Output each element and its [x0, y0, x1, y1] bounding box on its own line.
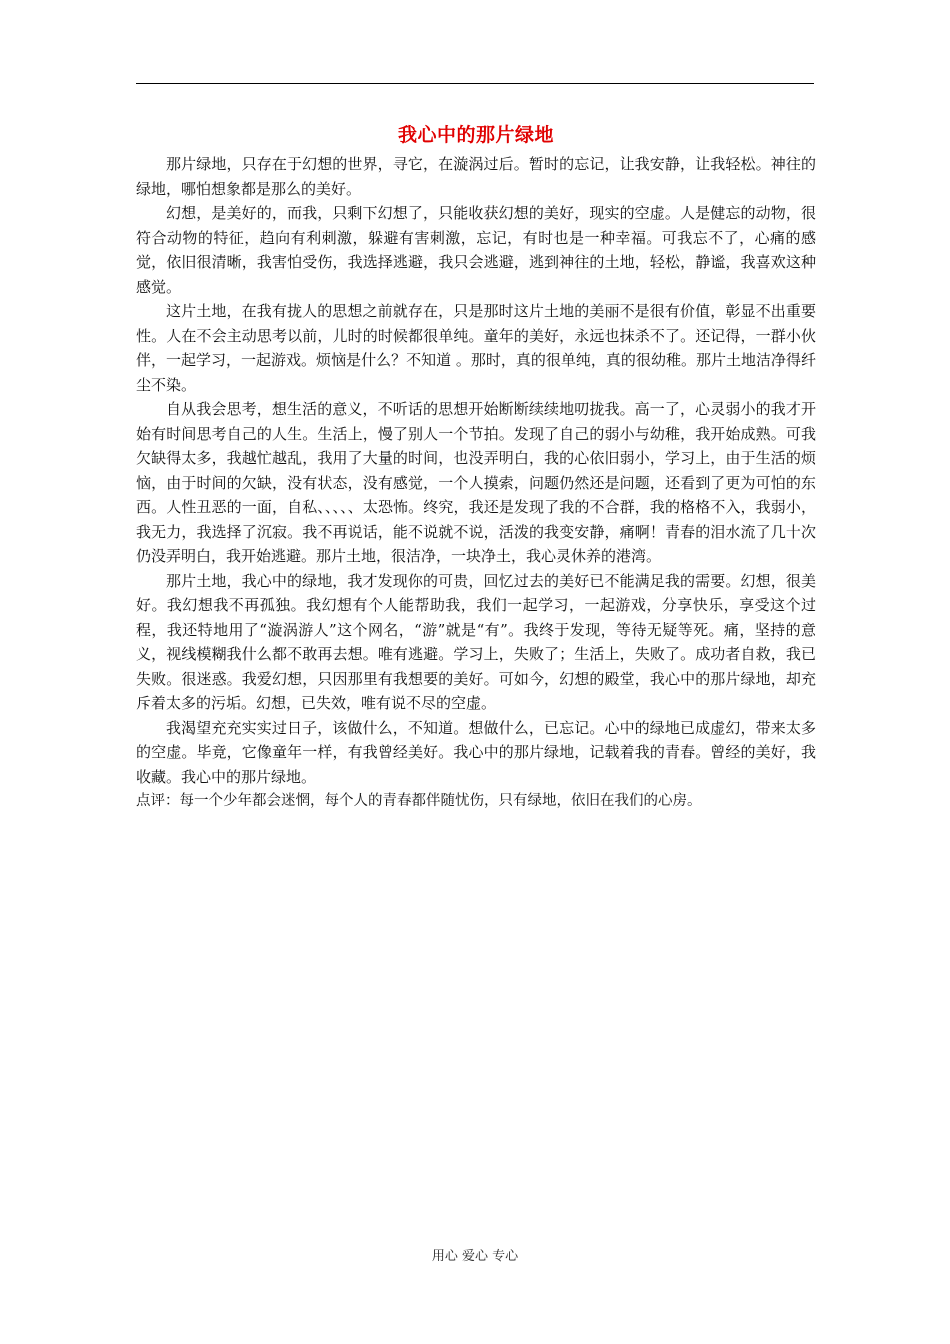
page-footer: 用心 爱心 专心: [431, 1249, 519, 1264]
paragraph-4: 自从我会思考，想生活的意义，不听话的思想开始断断续续地叨拢我。高一了，心灵弱小的我才开始有时间思考自己的人生。生活上，慢了别人一个节拍。发现了自己的弱小与幼稚，我开始成熟。可我欠缺得太多，我越忙越乱，我用了大量的时间，也没弄明白，我的心依旧弱小，学习上，由于生活的烦恼，由于时间的欠缺，没有状态，没有感觉，一个人摸索，问题仍然还是问题，还看到了更为可怕的东西。人性丑恶的一面，自私、、、、、太恐怖。终究，我还是发现了我的不合群，我的格格不入，我弱小，我无力，我选择了沉寂。我不再说话，能不说就不说，活泼的我变安静，痛啊！青春的泪水流了几十次仍没弄明白，我开始逃避。那片土地，很洁净，一块净土，我心灵休养的港湾。: [136, 400, 816, 565]
document-title: 我心中的那片绿地: [397, 124, 554, 146]
document-body: [136, 120, 816, 813]
paragraph-1: 那片绿地，只存在于幻想的世界，寻它，在漩涡过后。暂时的忘记，让我安静，让我轻松。神往的绿地，哪怕想象都是那么的美好。: [136, 155, 816, 198]
header-rule: [136, 83, 814, 84]
paragraph-6: 我渴望充充实实过日子，该做什么，不知道。想做什么，已忘记。心中的绿地已成虚幻，带来太多的空虚。毕竟，它像童年一样，有我曾经美好。我心中的那片绿地，记载着我的青春。曾经的美好，我收藏。我心中的那片绿地。: [136, 718, 816, 786]
paragraph-5: 那片土地，我心中的绿地，我才发现你的可贵，回忆过去的美好已不能满足我的需要。幻想，很美好。我幻想我不再孤独。我幻想有个人能帮助我，我们一起学习，一起游戏，分享快乐，享受这个过程，我还特地用了“漩涡游人”这个网名，“游”就是“有”。我终于发现，等待无疑等死。痛，坚持的意义，视线模糊我什么都不敢再去想。唯有逃避。学习上，失败了；生活上，失败了。成功者自救，我已失败。很迷惑。我爱幻想，只因那里有我想要的美好。可如今，幻想的殿堂，我心中的那片绿地，却充斥着太多的污垢。幻想，已失效，唯有说不尽的空虚。: [136, 571, 816, 712]
teacher-comment: 点评：每一个少年都会迷惘，每个人的青春都伴随忧伤，只有绿地，依旧在我们的心房。: [136, 793, 702, 809]
paragraph-3: 这片土地，在我有拢人的思想之前就存在，只是那时这片土地的美丽不是很有价值，彰显不出重要性。人在不会主动思考以前，儿时的时候都很单纯。童年的美好，永远也抹杀不了。还记得，一群小伙伴，一起学习，一起游戏。烦恼是什么？不知道 。那时，真的很单纯，真的很幼稚。那片土地洁净得纤尘不染。: [136, 302, 816, 394]
paragraph-2: 幻想，是美好的，而我，只剩下幻想了，只能收获幻想的美好，现实的空虚。人是健忘的动物，很符合动物的特征，趋向有利刺激，躲避有害刺激，忘记，有时也是一种幸福。可我忘不了，心痛的感觉，依旧很清晰，我害怕受伤，我选择逃避，我只会逃避，逃到神往的土地，轻松，静谧，我喜欢这种感觉。: [136, 204, 816, 296]
